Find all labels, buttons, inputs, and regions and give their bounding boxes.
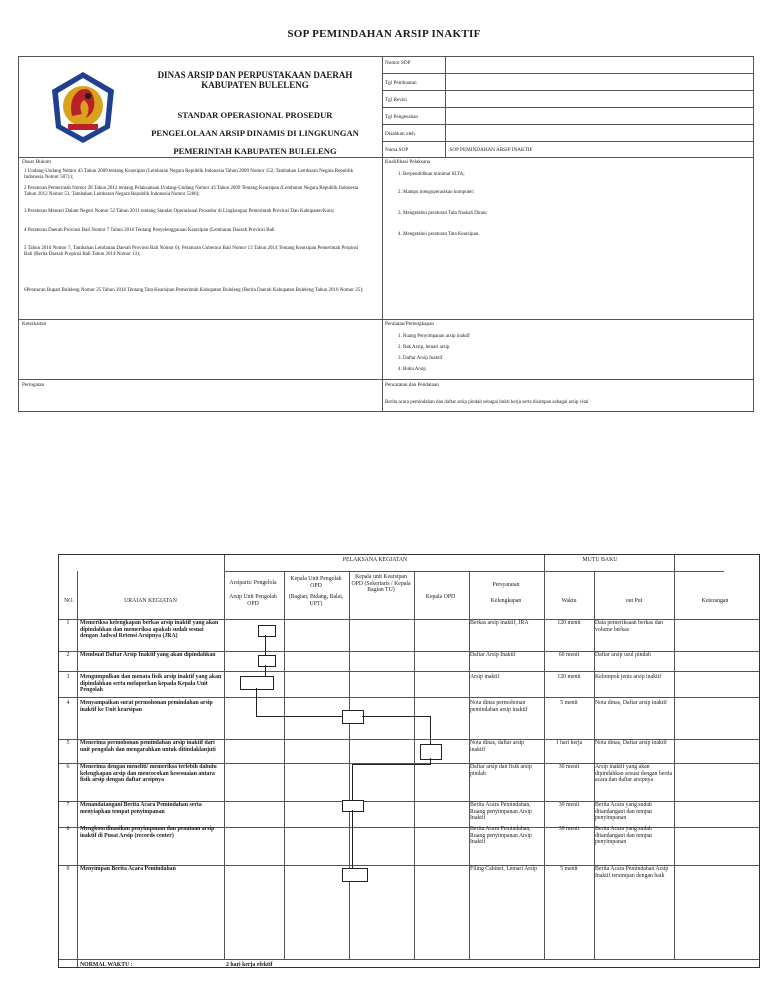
kualifikasi-label: Kualifikasi Pelaksana (385, 159, 431, 165)
row-no: 7 (66, 802, 70, 808)
field-tgl-pembuatan: Tgl Pembuatan (385, 80, 417, 86)
row-no: 3 (66, 674, 70, 680)
field-nama-sop-value: :SOP PEMINDAHAN ARSIP INAKTIF (448, 147, 533, 153)
flow-box-4 (342, 710, 364, 724)
col-arsiparis: Arsiparis/ Pengelola (229, 580, 277, 586)
col-no: NO. (64, 598, 74, 604)
peralatan-item-2: 2. Rak Arsip, lemari arsip (398, 345, 450, 350)
row-waktu: 1 hari kerja (555, 740, 583, 746)
flow-connector (430, 716, 431, 744)
normal-waktu-value: 2 hari kerja efektif (226, 962, 273, 968)
row-output: Nota dinas, Daftar arsip inaktif (595, 740, 667, 746)
org-name (130, 70, 380, 90)
col-keterangan: Keterangan (701, 598, 729, 604)
field-tgl-pengesahan: Tgl Pengesahan (385, 114, 418, 120)
dasar-hukum-label: Dasar Hukum (22, 159, 51, 165)
col-kepala-unit: Kepala Unit Pengolah OPD (290, 576, 342, 589)
row-waktu: 5 menit (560, 700, 578, 706)
row-kelengkapan: Daftar Arsip Inaktif (470, 652, 516, 658)
row-no: 5 (66, 740, 70, 746)
dasar-hukum-item-2: 2 Peraturan Pemerintah Nomor 28 Tahun 2012 tentang Pelaksanaan Undang-Undang Nomor 43 Tahun 2009 Tentang Kearsipan (Lembaran Negara Republik Indonesia Tahun 2012 Nomor 53, Tambahan Lembaran Negara Republik Indonesia Nomor 5286); (24, 186, 359, 197)
row-output: Kelompok jenis arsip inaktif (595, 674, 662, 680)
head-mutu: MUTU BAKU (582, 557, 618, 563)
org-line-1: DINAS ARSIP DAN PERPUSTAKAAN DAERAH (157, 70, 353, 80)
peringatan-label: Peringatan (22, 382, 45, 388)
activity-table (58, 554, 760, 968)
org-line-2: KABUPATEN BULELENG (201, 80, 309, 90)
sop-header-frame (18, 56, 754, 412)
row-uraian: Membuat Daftar Arsip Inaktif yang akan dipindahkan (80, 652, 216, 658)
row-kelengkapan: Berita Acara Pemindahan, Ruang penyimpanan Arsip Inaktif (470, 826, 532, 846)
kualifikasi-item-2: 2. Mampu mengoperasikan komputer; (398, 190, 475, 195)
col-waktu: Waktu (561, 598, 577, 604)
field-tgl-revisi: Tgl Revisi (385, 97, 407, 103)
row-output: Arsip inaktif yang akan dipindahkan sesuai dengan berita acara dan daftar arsipnya (595, 764, 673, 784)
flow-box-3 (240, 676, 274, 690)
flow-box-9 (342, 868, 368, 882)
pencatatan-label: Pencatatan dan Pendataan (385, 382, 439, 388)
row-uraian: Mengumpulkan dan menata fisik arsip inaktif yang akan dipindahkan serta melaporkan kepada Kepala Unit Pengolah (80, 674, 222, 694)
peralatan-item-1: 1. Ruang Penyimpanan arsip inaktif (398, 334, 470, 339)
row-waktu: 5 menit (560, 866, 578, 872)
page-title: SOP PEMINDAHAN ARSIP INAKTIF (287, 28, 481, 40)
keterkaitan-label: Keterkaitan (22, 321, 47, 327)
row-no: 1 (66, 620, 70, 626)
flow-connector (362, 716, 430, 717)
row-waktu: 30 menit (558, 826, 580, 832)
flow-box-2 (258, 655, 276, 667)
row-output: Berita Acara Pemindahan Arsip Inaktif tersimpan dengan baik (595, 866, 669, 879)
field-disahkan-oleh: Disahkan oleh (385, 131, 415, 137)
row-waktu: 30 menit (558, 764, 580, 770)
row-output: Nota dinas, Daftar arsip inaktif (595, 700, 667, 706)
dasar-hukum-item-5: 5 Tahun 2016 Nomor 7, Tambahan Lembaran Daerah Provinsi Bali Nomor 6); Peraturan Gubernur Bali Nomor 13 Tahun 2014 Tentang Kearsipan Pemerintah Propinsi Bali (Berita Daerah Propinsi Bali Tahun 2014 Nomor 13); (24, 246, 359, 257)
normal-waktu-label: NORMAL WAKTU : (80, 962, 133, 968)
col-kelengkapan: Kelengkapan (490, 598, 522, 604)
dasar-hukum-item-6: 6Peraturan Bupati Buleleng Nomor 25 Tahun 2016 Tentang Tata Kearsipan Pemerintah Kabupaten Buleleng (Berita Daerah Kabupaten Buleleng Tahun 2016 Nomor 25); (24, 288, 364, 293)
dasar-hukum-item-1: 1 Undang-Undang Nomor 43 Tahun 2009 tentang Kearsipan (Lembaran Negara Republik Indonesia Tahun 2009 Nomor 152, Tambahan Lembaran Negara Republik Indonesia Nomor 5071); (24, 169, 354, 180)
peralatan-label: Peralatan/Perlengkapan (385, 321, 434, 327)
row-output: Berita Acara yang sudah ditandangani dan tempat penyimpanan (595, 826, 652, 846)
flow-connector (265, 665, 266, 676)
peralatan-item-3: 3. Daftar Arsip Inaktif (398, 356, 443, 361)
col-kepala-unit-sub: (Bagian, Bidang, Balai, UPT) (288, 594, 344, 607)
sop-line-3: PEMERINTAH KABUPATEN BULELENG (173, 146, 337, 156)
row-no: 6 (66, 764, 70, 770)
row-kelengkapan: Arsip inaktif (470, 674, 500, 680)
head-pelaksana: PELAKSANA KEGIATAN (342, 557, 408, 563)
row-uraian: Menandatangani Berita Acara Pemindahan serta menyiapkan tempat penyimpanan (80, 802, 202, 815)
sop-line-2: PENGELOLAAN ARSIP DINAMIS DI LINGKUNGAN (151, 128, 359, 138)
sop-heading (130, 106, 380, 160)
row-uraian: Memeriksa kelengkapan berkas arsip inaktif yang akan dipindahkan dan memeriksa apakah sudah sesuai dengan Jadwal Retensi Arsipnya (JRA) (80, 620, 219, 640)
row-output: Daftar arsip usul pindah (595, 652, 651, 658)
flow-connector (256, 716, 342, 717)
dasar-hukum-item-4: 4 Peraturan Daerah Provinsi Bali Nomor 7 Tahun 2016 Tentang Penyelenggaraan Kearsipan (Lembaran Daerah Provinsi Bali (24, 228, 275, 233)
buleleng-emblem-icon (48, 70, 118, 145)
row-kelengkapan: Berita Acara Pemindahan, Ruang penyimpanan Arsip Inaktif (470, 802, 532, 822)
row-output: Berita Acara yang sudah ditandangani dan tempat penyimpanan (595, 802, 652, 822)
row-no: 4 (66, 700, 70, 706)
row-no: 2 (66, 652, 70, 658)
kualifikasi-item-1: 1. Berpendidikan minimal SLTA; (398, 172, 465, 177)
row-waktu: 60 menit (558, 652, 580, 658)
row-uraian: Menerima permohonan pemindahan arsip inaktif dari unit pengolah dan mengarahkan untuk ditindaklanjuti (80, 740, 216, 753)
row-no: 9 (66, 866, 70, 872)
row-uraian: Menyimpan Berita Acara Pemindahan (80, 866, 176, 872)
col-kepala-opd: Kepala OPD (425, 594, 456, 600)
col-kepala-kearsipan: Kepala unit Kearsipan OPD (Sekertaris / Kepala Bagian TU) (351, 574, 411, 594)
flow-connector (265, 635, 266, 655)
row-uraian: Mengkoordinasikan penyimpanan dan penataan arsip inaktif di Pusat Arsip (records center) (80, 826, 215, 839)
kualifikasi-item-3: 3. Mengetahui peraturan Tata Naskah Dinas; (398, 211, 488, 216)
peralatan-item-4: 4. Buku Arsip (398, 367, 426, 372)
field-nomor-sop: Nomor SOP (385, 60, 411, 66)
row-kelengkapan: Berkas arsip inaktif, JRA (470, 620, 529, 626)
row-uraian: Menyampaikan surat permohonan pemindahan arsip inaktif ke Unit kearsipan (80, 700, 213, 713)
col-unit-pengolah: Arsip Unit Pengolah OPD (229, 594, 277, 607)
row-uraian: Menerima dengan meneliti/ memeriksa terlebih dahulu kelengkapan arsip dan mencocokan kesesuaian antara fisik arsip dengan daftar arsipnya (80, 764, 217, 784)
row-waktu: 30 menit (558, 802, 580, 808)
row-waktu: 120 menit (557, 620, 581, 626)
kualifikasi-item-4: 4. Mengetahui peraturan Tata Kearsipan. (398, 232, 480, 237)
row-output: Data pemeriksaan berkas dan volume berkas (595, 620, 664, 633)
col-output: out Put (625, 598, 643, 604)
col-uraian: URAIAN KEGIATAN (124, 598, 177, 604)
row-kelengkapan: Nota dinas permohonan pemindahan arsip inaktif (470, 700, 528, 713)
row-kelengkapan: Nota dinas, daftar arsip inaktif (470, 740, 525, 753)
row-kelengkapan: Daftar arsip dan fisik arsip pindah (470, 764, 532, 777)
flow-connector (256, 688, 257, 716)
flow-connector (352, 810, 353, 868)
flow-box-5 (420, 744, 442, 760)
row-kelengkapan: Filing Cabinet, Lemari Arsip (470, 866, 537, 872)
col-persyaratan: Persyaratan (492, 582, 520, 588)
flow-connector (352, 764, 353, 800)
row-no: 8 (66, 826, 70, 832)
dasar-hukum-item-3: 3 Peraturan Menteri Dalam Negeri Nomor 52 Tahun 2011 tentang Standar Operasional Prosedur di Lingkungan Pemerintah Provinsi Dan Kabupaten/Kota; (24, 209, 335, 214)
flow-connector (352, 764, 431, 765)
sop-line-1: STANDAR OPERASIONAL PROSEDUR (177, 110, 333, 120)
flow-box-1 (258, 625, 276, 637)
row-waktu: 120 menit (557, 674, 581, 680)
field-nama-sop: Nama SOP (385, 147, 409, 153)
pencatatan-text: Berita acara pemindahan dan daftar arsip pindah sebagai bukti kerja serta disimpan sebagai arsip vital (385, 400, 589, 405)
flow-box-6 (342, 800, 364, 812)
